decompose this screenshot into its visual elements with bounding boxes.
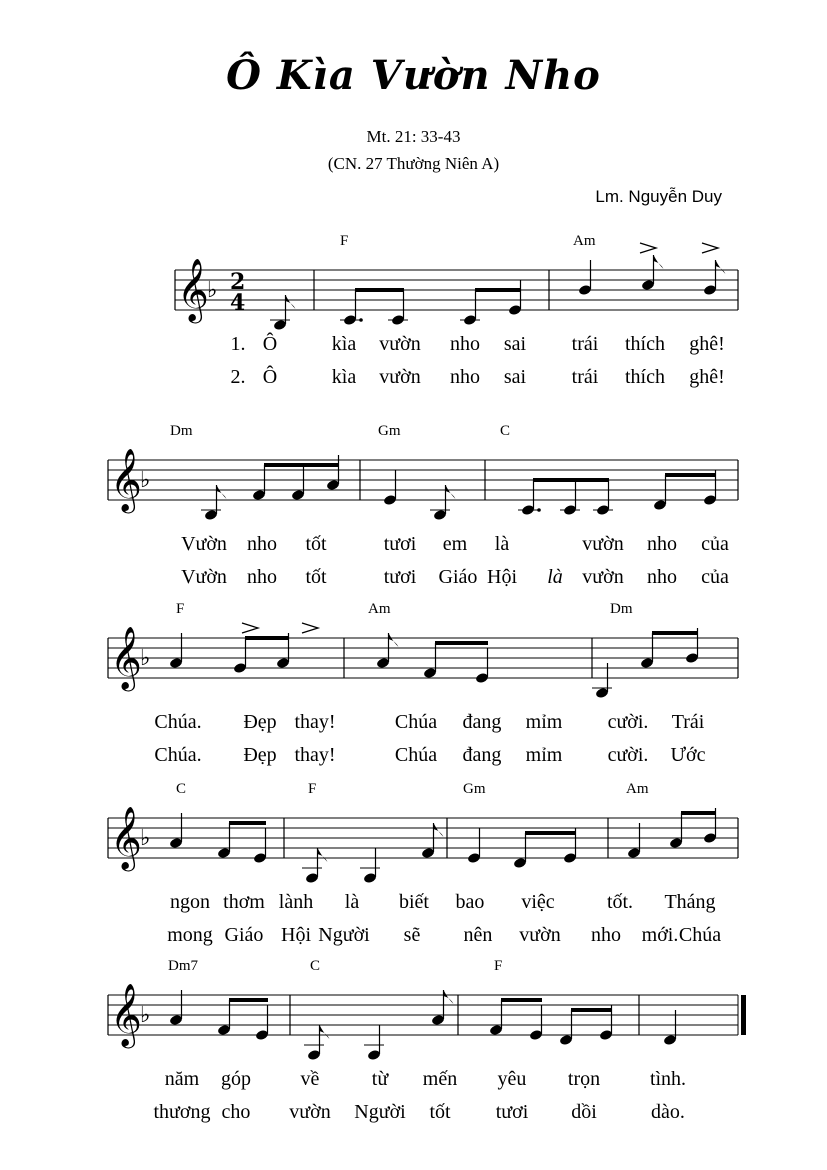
beam: [264, 463, 339, 467]
chord-symbol: Gm: [378, 423, 401, 439]
lyric-verse2-word: Hội: [281, 924, 311, 946]
staff-system-3: [108, 601, 738, 766]
lyric-verse2-word: cho: [221, 1101, 251, 1123]
lyric-verse1-word: thay!: [294, 711, 336, 733]
scripture-reference: Mt. 21: 33-43: [366, 127, 461, 146]
song-title: Ô Kìa Vườn Nho: [226, 52, 601, 99]
lyric-verse2-word: dồi: [571, 1101, 597, 1123]
lyric-verse2-word: dào.: [651, 1101, 685, 1123]
staff-system-4: [108, 781, 738, 946]
lyric-verse2-word: thích: [625, 366, 665, 388]
chord-symbol: Gm: [463, 781, 486, 797]
lyric-verse1-word: bao: [455, 891, 485, 913]
lyric-verse2-word: sai: [503, 366, 527, 388]
beam: [435, 641, 488, 645]
lyric-verse2-word: 2.: [230, 366, 246, 388]
lyric-verse2-word: trái: [571, 366, 599, 388]
note-flag: [654, 255, 664, 269]
beam: [245, 636, 289, 640]
note-dot: [537, 508, 541, 512]
lyric-verse2-word: sẽ: [403, 924, 421, 946]
lyric-verse1-word: mỉm: [525, 711, 563, 733]
lyric-verse2-word: nho: [591, 924, 621, 946]
note-flag: [286, 295, 296, 309]
lyric-verse1-word: nho: [450, 333, 480, 355]
chord-symbol: Am: [368, 601, 391, 617]
lyric-verse2-word: vườn: [289, 1101, 331, 1123]
lyric-verse2-word: nho: [247, 566, 277, 588]
note-flag: [389, 633, 399, 647]
chord-symbol: Dm: [170, 423, 193, 439]
lyric-verse2-word: Giáo: [224, 924, 264, 946]
accent-mark: [302, 623, 318, 633]
beam: [229, 998, 268, 1002]
composer-name: Lm. Nguyễn Duy: [595, 187, 722, 206]
lyric-verse2-word: Đẹp: [243, 744, 277, 766]
lyric-verse1-word: Chúa: [394, 711, 438, 733]
treble-clef: 𝄞: [110, 983, 142, 1046]
beam: [525, 831, 576, 835]
lyric-verse1-word: em: [442, 533, 468, 555]
lyric-verse1-word: Ô: [262, 333, 278, 355]
lyric-verse2-word: nho: [450, 366, 480, 388]
lyric-verse1-word: nho: [247, 533, 277, 555]
treble-clef: 𝄞: [110, 626, 142, 689]
treble-clef: 𝄞: [177, 258, 209, 321]
beam: [229, 821, 266, 825]
lyric-verse1-word: là: [494, 533, 510, 555]
lyric-verse1-word: Chúa.: [154, 711, 202, 733]
lyric-verse1-word: năm: [164, 1068, 200, 1090]
treble-clef: 𝄞: [110, 806, 142, 869]
lyric-verse2-word: Ô: [262, 366, 278, 388]
lyric-verse2-word: thương: [153, 1101, 211, 1123]
chord-symbol: Am: [573, 233, 596, 249]
note-flag: [446, 485, 456, 499]
lyric-verse1-word: tình.: [649, 1068, 687, 1090]
lyric-verse1-word: mến: [422, 1068, 458, 1090]
key-signature-flat: ♭: [140, 646, 151, 671]
accent-mark: [702, 243, 718, 253]
note-flag: [318, 848, 328, 862]
liturgical-occasion: (CN. 27 Thường Niên A): [327, 154, 500, 173]
note-flag: [444, 990, 454, 1004]
lyric-verse2-word: là: [547, 566, 563, 588]
lyric-verse2-word: kìa: [331, 366, 357, 388]
lyric-verse2-word: mới.: [641, 924, 679, 946]
lyric-verse2-word: tốt: [305, 566, 327, 588]
lyric-verse1-word: cười.: [607, 711, 649, 733]
lyric-verse1-word: tốt: [305, 533, 327, 555]
staff-system-5: [108, 958, 746, 1123]
lyric-verse1-word: góp: [221, 1068, 251, 1090]
time-signature-unit: 4: [230, 290, 246, 316]
lyric-verse1-word: sai: [503, 333, 527, 355]
beam: [652, 631, 698, 635]
lyric-verse1-word: vườn: [379, 333, 421, 355]
chord-symbol: C: [176, 781, 187, 797]
lyric-verse1-word: thích: [625, 333, 665, 355]
lyric-verse1-word: lành: [278, 891, 314, 913]
lyric-verse1-word: Đẹp: [243, 711, 277, 733]
accent-mark: [242, 623, 258, 633]
note-dot: [359, 318, 363, 322]
staff-system-1: [175, 233, 738, 388]
chord-symbol: F: [308, 781, 317, 797]
lyric-verse2-word: cười.: [607, 744, 649, 766]
chord-symbol: F: [340, 233, 349, 249]
lyric-verse2-word: thay!: [294, 744, 336, 766]
lyric-verse1-word: Vườn: [181, 533, 227, 555]
final-barline: [741, 995, 746, 1035]
lyric-verse1-word: yêu: [497, 1068, 527, 1090]
beam: [501, 998, 542, 1002]
lyric-verse2-word: mỉm: [525, 744, 563, 766]
lyric-verse2-word: nên: [463, 924, 493, 946]
lyric-verse2-word: Chúa: [394, 744, 438, 766]
accent-mark: [640, 243, 656, 253]
key-signature-flat: ♭: [140, 826, 151, 851]
lyric-verse2-word: nho: [647, 566, 677, 588]
beam: [665, 473, 716, 477]
lyric-verse1-word: là: [344, 891, 360, 913]
lyric-verse1-word: kìa: [331, 333, 357, 355]
lyric-verse1-word: trọn: [567, 1068, 601, 1090]
lyric-verse1-word: trái: [571, 333, 599, 355]
lyric-verse1-word: thơm: [223, 891, 265, 913]
lyric-verse2-word: Vườn: [181, 566, 227, 588]
beam: [355, 288, 404, 292]
chord-symbol: C: [310, 958, 321, 974]
lyric-verse1-word: Tháng: [664, 891, 716, 913]
beam: [475, 288, 521, 292]
beam: [571, 1008, 612, 1012]
chord-symbol: Dm: [610, 601, 633, 617]
lyric-verse2-word: Hội: [487, 566, 517, 588]
lyric-verse2-word: Chúa: [678, 924, 722, 946]
beam: [681, 811, 716, 815]
key-signature-flat: ♭: [140, 468, 151, 493]
key-signature-flat: ♭: [207, 278, 218, 303]
lyric-verse2-word: đang: [462, 744, 502, 766]
lyric-verse2-word: Người: [318, 924, 370, 946]
lyric-verse2-word: vườn: [519, 924, 561, 946]
lyric-verse1-word: 1.: [230, 333, 246, 355]
lyric-verse1-word: từ: [371, 1068, 389, 1090]
note-flag: [320, 1025, 330, 1039]
lyric-verse1-word: vườn: [582, 533, 624, 555]
lyric-verse2-word: tươi: [383, 566, 417, 588]
note-flag: [434, 823, 444, 837]
lyric-verse2-word: mong: [167, 924, 213, 946]
key-signature-flat: ♭: [140, 1003, 151, 1028]
chord-symbol: Am: [626, 781, 649, 797]
lyric-verse2-word: Ước: [670, 744, 706, 766]
note-flag: [217, 485, 227, 499]
lyric-verse1-word: ngon: [170, 891, 210, 913]
lyric-verse1-word: việc: [521, 891, 555, 913]
lyric-verse2-word: Giáo: [438, 566, 478, 588]
time-signature-beats: 2: [230, 269, 246, 295]
lyric-verse1-word: ghê!: [689, 333, 725, 355]
chord-symbol: Dm7: [168, 958, 198, 974]
chord-symbol: C: [500, 423, 511, 439]
lyric-verse1-word: biết: [399, 891, 429, 913]
lyric-verse1-word: tốt.: [606, 891, 634, 913]
lyric-verse2-word: ghê!: [689, 366, 725, 388]
beam: [533, 478, 609, 482]
lyric-verse2-word: Người: [354, 1101, 406, 1123]
lyric-verse1-word: tươi: [383, 533, 417, 555]
lyric-verse2-word: tươi: [495, 1101, 529, 1123]
lyric-verse2-word: vườn: [379, 366, 421, 388]
lyric-verse2-word: của: [701, 566, 729, 588]
lyric-verse1-word: Trái: [671, 711, 705, 733]
lyric-verse1-word: đang: [462, 711, 502, 733]
chord-symbol: F: [176, 601, 185, 617]
lyric-verse2-word: vườn: [582, 566, 624, 588]
treble-clef: 𝄞: [110, 448, 142, 511]
note-flag: [716, 260, 726, 274]
lyric-verse2-word: Chúa.: [154, 744, 202, 766]
lyric-verse1-word: của: [701, 533, 729, 555]
lyric-verse2-word: tốt: [429, 1101, 451, 1123]
chord-symbol: F: [494, 958, 503, 974]
staff-system-2: [108, 423, 738, 588]
lyric-verse1-word: về: [300, 1068, 320, 1090]
lyric-verse1-word: nho: [647, 533, 677, 555]
